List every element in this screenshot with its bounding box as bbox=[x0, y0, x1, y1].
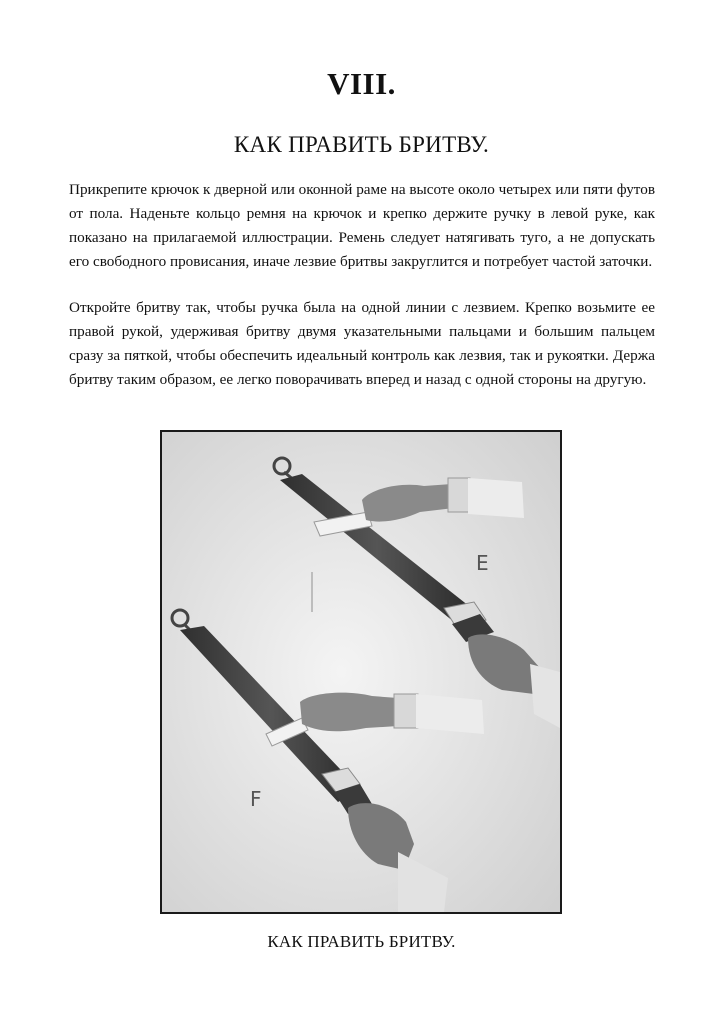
figure-label-e: E bbox=[476, 551, 489, 575]
hand-right bbox=[300, 693, 398, 732]
illustration-figure bbox=[160, 430, 562, 914]
chapter-number: VIII. bbox=[327, 66, 396, 101]
cuff bbox=[394, 694, 418, 728]
paragraph-2: Откройте бритву так, чтобы ручка была на одной линии с лезвием. Крепко возьмите ее правой рукой, удерживая бритву двумя указательными пальцами и большим пальцем сразу за пяткой, чтобы обеспечить идеальный контроль как лезвия, так и рукоятки. Держа бритву таким образом, ее легко поворачивать вперед и назад с одной стороны на другую. bbox=[69, 299, 655, 388]
figure-label-f: F bbox=[250, 787, 262, 811]
cuff bbox=[448, 478, 470, 512]
strop-illustration bbox=[162, 432, 560, 912]
paragraph-1: Прикрепите крючок к дверной или оконной раме на высоте около четырех или пяти футов от пола. Наденьте кольцо ремня на крючок и крепко держите ручку в левой руке, как показано на прилагаемой иллюстрации. Ремень следует натягивать туго, а не допускать его свободного провисания, иначе лезвие бритвы закруглится и потребует частой заточки. bbox=[69, 181, 655, 270]
chapter-title: КАК ПРАВИТЬ БРИТВУ. bbox=[233, 132, 490, 157]
figure-caption: КАК ПРАВИТЬ БРИТВУ. bbox=[267, 932, 456, 951]
